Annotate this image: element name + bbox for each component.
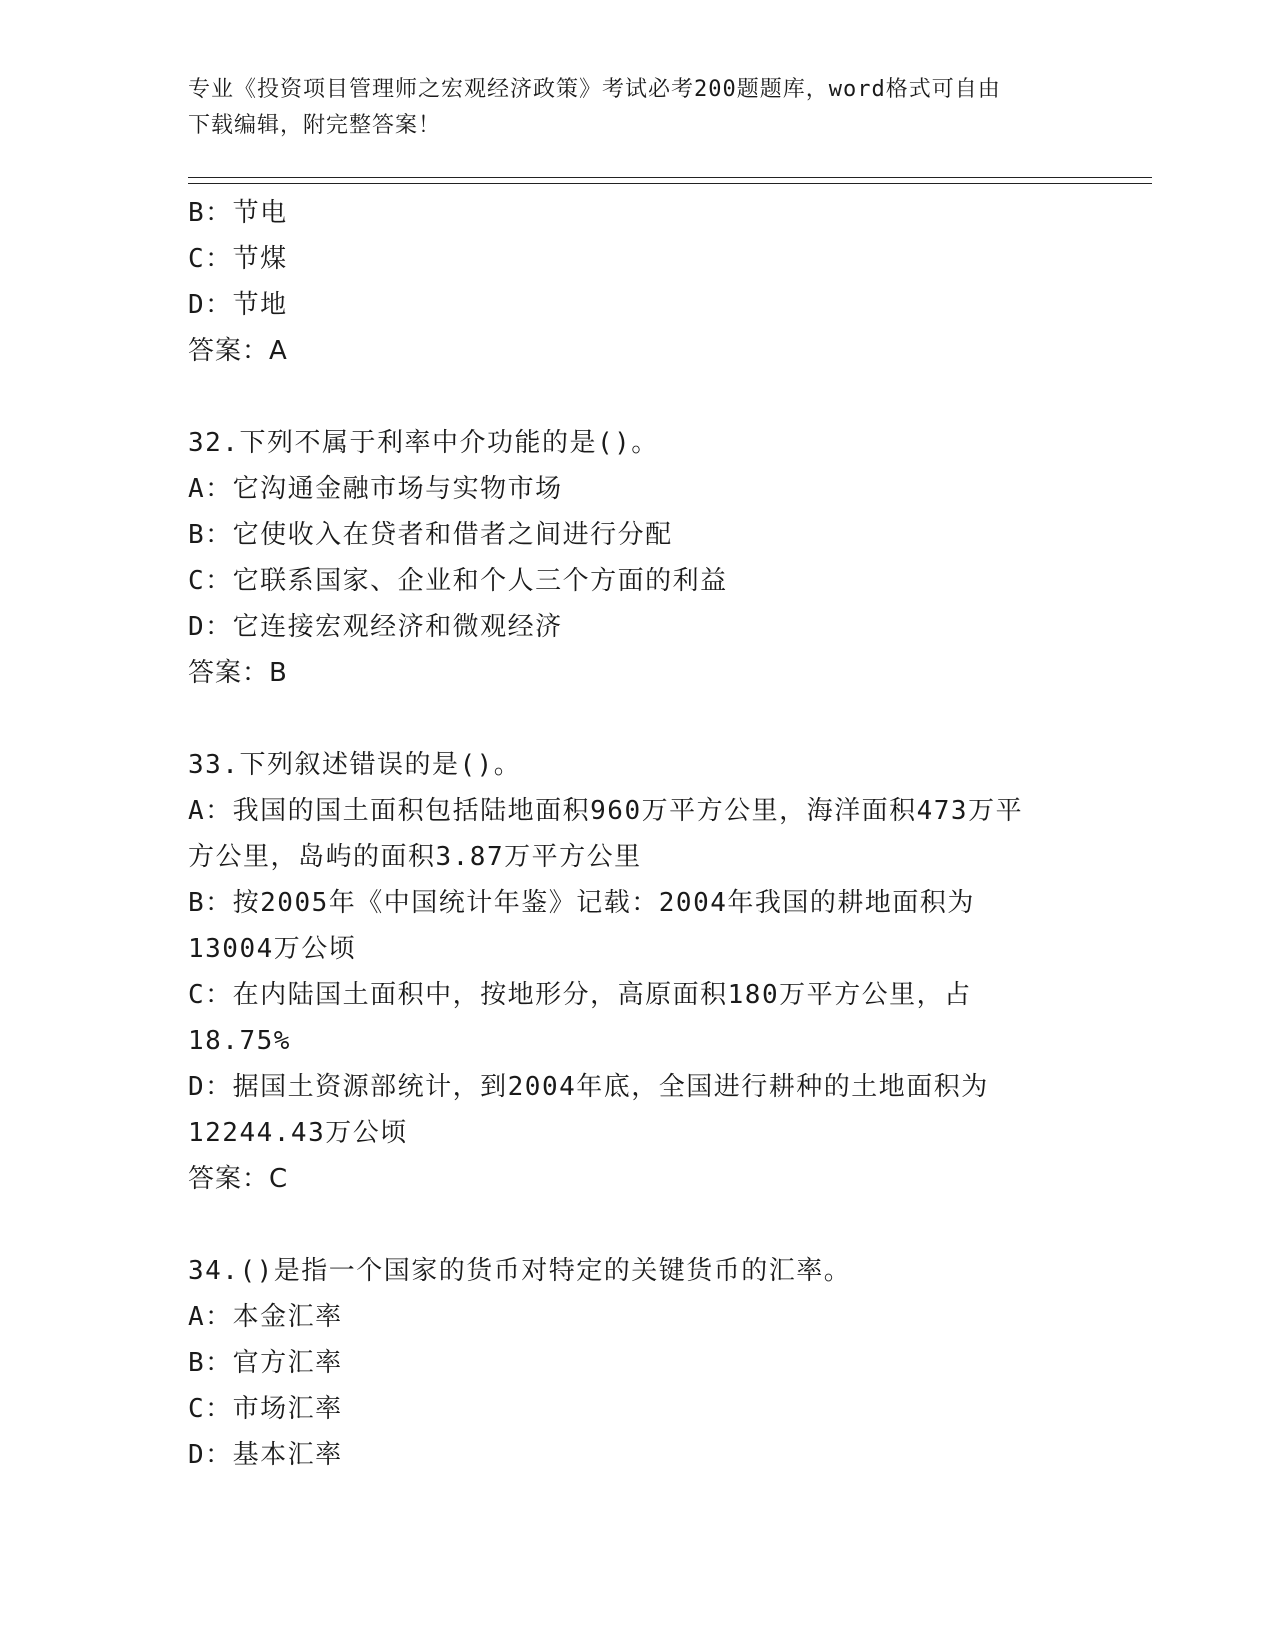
option-b: B：官方汇率 (188, 1348, 343, 1378)
answer-line: 答案：B (188, 658, 288, 688)
question-32 (188, 420, 1088, 696)
question-list (188, 190, 1088, 1478)
option-b: B：节电 (188, 198, 288, 228)
question-stem: 34.()是指一个国家的货币对特定的关键货币的汇率。 (188, 1256, 852, 1286)
spacer (188, 696, 1088, 742)
question-stem: 33.下列叙述错误的是()。 (188, 750, 522, 780)
option-d: D：它连接宏观经济和微观经济 (188, 612, 563, 642)
question-stem: 32.下列不属于利率中介功能的是()。 (188, 428, 659, 458)
answer-line: 答案：A (188, 336, 288, 366)
spacer (188, 374, 1088, 420)
option-b-line-1: B：按2005年《中国统计年鉴》记载：2004年我国的耕地面积为 (188, 888, 975, 918)
option-a: A：它沟通金融市场与实物市场 (188, 474, 563, 504)
option-b-line-2: 13004万公顷 (188, 934, 357, 964)
document-header (188, 72, 1068, 144)
option-d: D：基本汇率 (188, 1440, 343, 1470)
option-c-line-2: 18.75% (188, 1026, 291, 1056)
header-line-2: 下载编辑，附完整答案！ (188, 113, 442, 138)
option-c: C：节煤 (188, 244, 288, 274)
option-c: C：它联系国家、企业和个人三个方面的利益 (188, 566, 728, 596)
option-a-line-1: A：我国的国土面积包括陆地面积960万平方公里，海洋面积473万平 (188, 796, 1024, 826)
option-d-line-2: 12244.43万公顷 (188, 1118, 408, 1148)
option-a: A：本金汇率 (188, 1302, 343, 1332)
question-33 (188, 742, 1088, 1202)
question-31 (188, 190, 1088, 374)
answer-line: 答案：C (188, 1164, 289, 1194)
option-b: B：它使收入在贷者和借者之间进行分配 (188, 520, 673, 550)
header-line-1: 专业《投资项目管理师之宏观经济政策》考试必考200题题库，word格式可自由 (188, 77, 1001, 102)
option-a-line-2: 方公里，岛屿的面积3.87万平方公里 (188, 842, 642, 872)
option-d-line-1: D：据国土资源部统计，到2004年底，全国进行耕种的土地面积为 (188, 1072, 989, 1102)
spacer (188, 1202, 1088, 1248)
option-c-line-1: C：在内陆国土面积中，按地形分，高原面积180万平方公里，占 (188, 980, 972, 1010)
header-rule-bottom (188, 183, 1152, 184)
option-d: D：节地 (188, 290, 288, 320)
question-34 (188, 1248, 1088, 1478)
header-rule-top (188, 177, 1152, 178)
option-c: C：市场汇率 (188, 1394, 343, 1424)
